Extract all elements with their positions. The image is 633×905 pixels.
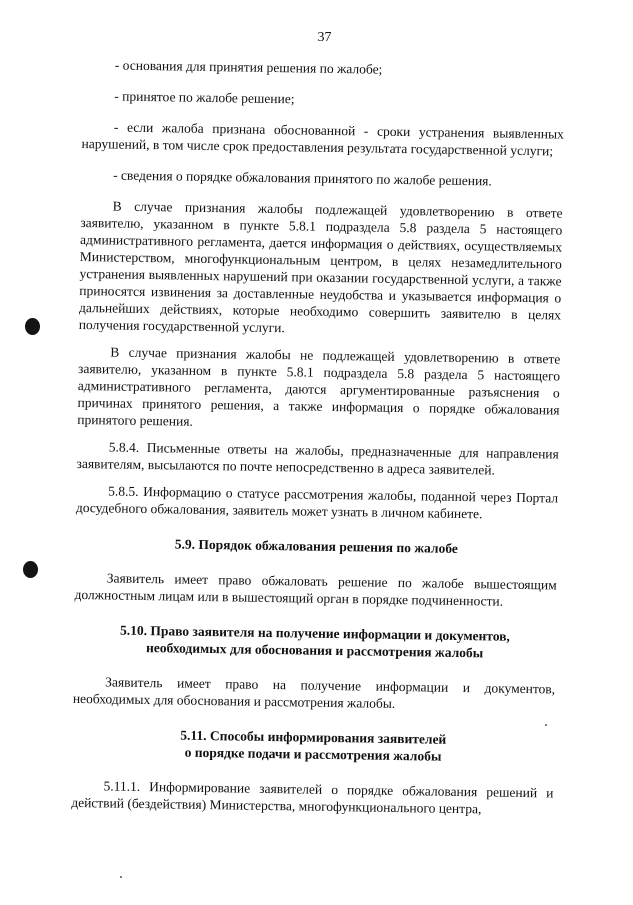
paragraph-appeal-right: Заявитель имеет право обжаловать решение по жалобе вышестоящим должностным лицам или в вышестоящий орган в порядке подчиненности. (74, 570, 557, 609)
section-heading-5-9 (75, 534, 557, 559)
list-item-appeal-info: - сведения о порядке обжалования принятого по жалобе решения. (113, 167, 492, 189)
heading-line: 5.9. Порядок обжалования решения по жалобе (174, 536, 458, 556)
paragraph-info-right: Заявитель имеет право на получение информации и документов, необходимых для обоснования и рассмотрения жалобы. (72, 674, 556, 711)
list-item-grounds: - основания для принятия решения по жалобе; (114, 57, 383, 77)
page-number: 37 (317, 30, 332, 45)
heading-line: необходимых для обоснования и рассмотрения жалобы (145, 640, 484, 661)
heading-line: о порядке подачи и рассмотрения жалобы (184, 744, 442, 764)
punch-hole (23, 561, 38, 578)
paragraph-complaint-satisfied: В случае признания жалобы подлежащей удовлетворению в ответе заявителю, указанном в пункте 5.8.1 подраздела 5.8 раздела 5 настоящего административного регламента, дается информация о действиях, осуществляемых Министерством, многофункциональным центром, в целях незамедлительного устранения выявленных нарушений при оказании государственной услуги, а также приносятся извинения за доставленные неудобства и указывается информация о дальнейших действиях, которые необходимо совершить заявителю в целях получения государственной услуги. (78, 198, 563, 336)
paragraph-complaint-rejected: В случае признания жалобы не подлежащей удовлетворению в ответе заявителю, указанном в пункте 5.8.1 подраздела 5.8 раздела 5 настоящего административного регламента, даются аргументированные разъяснения о причинах принятого решения, а также информация о порядке обжалования принятого решения. (77, 344, 561, 429)
paragraph-5-11-1: 5.11.1. Информирование заявителей о порядке обжалования решений и действий (бездействия) Министерства, многофункционального центра, (71, 778, 554, 817)
paragraph-5-8-4: 5.8.4. Письменные ответы на жалобы, предназначенные для направления заявителям, высылаются по почте непосредственно в адреса заявителей. (76, 439, 559, 478)
punch-hole (25, 318, 40, 335)
scan-speck (545, 724, 547, 726)
scan-speck (120, 876, 122, 878)
paragraph-5-8-5: 5.8.5. Информацию о статусе рассмотрения жалобы, поданной через Портал досудебного обжалования, заявитель может узнать в личном кабинете. (75, 483, 559, 522)
section-heading-5-11 (72, 725, 554, 767)
heading-line: 5.10. Право заявителя на получение информации и документов, (119, 622, 511, 644)
list-item-decision: - принятое по жалобе решение; (114, 88, 295, 107)
heading-line: 5.11. Способы информирования заявителей (180, 727, 447, 747)
section-heading-5-10 (74, 621, 556, 663)
document-body (71, 56, 565, 818)
list-item-deadlines: - если жалоба признана обоснованной - сроки устранения выявленных нарушений, в том числе срок предоставления результата государственной услуги; (81, 119, 564, 159)
